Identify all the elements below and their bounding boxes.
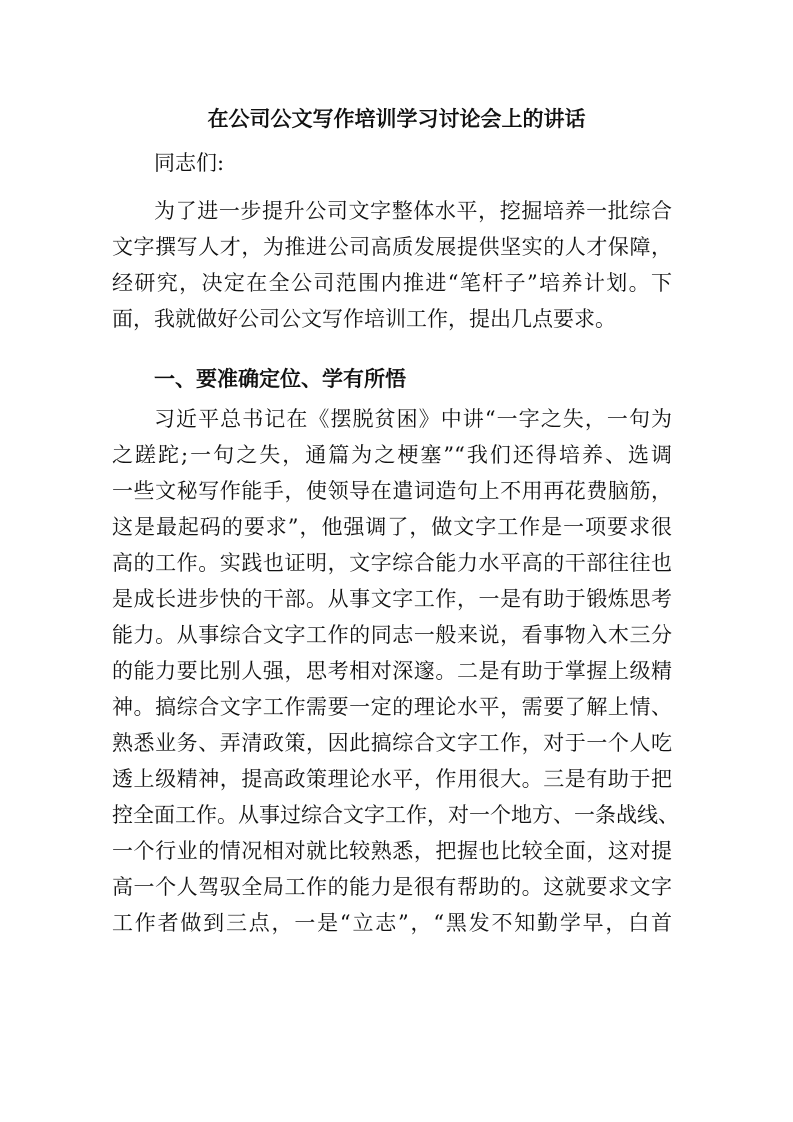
- document-title: 在公司公文写作培训学习讨论会上的讲话: [207, 106, 586, 131]
- paragraph-line: 面，我就做好公司公文写作培训工作，提出几点要求。: [112, 307, 616, 331]
- paragraph-line: 习近平总书记在《摆脱贫困》中讲“一字之失，一句为: [154, 407, 672, 431]
- paragraph-line: 神。搞综合文字工作需要一定的理论水平，需要了解上情、: [112, 695, 672, 719]
- paragraph-line: 熟悉业务、弄清政策，因此搞综合文字工作，对于一个人吃: [112, 731, 672, 755]
- paragraph-line: 一些文秘写作能手，使领导在遣词造句上不用再花费脑筋，: [112, 479, 672, 503]
- salutation: 同志们:: [154, 151, 225, 175]
- paragraph-line: 一个行业的情况相对就比较熟悉，把握也比较全面，这对提: [112, 839, 672, 863]
- paragraph-line: 的能力要比别人强，思考相对深邃。二是有助于掌握上级精: [112, 659, 672, 683]
- paragraph-line: 经研究，决定在全公司范围内推进“笔杆子”培养计划。下: [112, 271, 672, 295]
- paragraph-line: 为了进一步提升公司文字整体水平，挖掘培养一批综合: [154, 199, 672, 223]
- paragraph-line: 工作者做到三点，一是“立志”，“黑发不知勤学早，白首: [112, 911, 672, 935]
- paragraph-line: 是成长进步快的干部。从事文字工作，一是有助于锻炼思考: [112, 587, 672, 611]
- paragraph-line: 透上级精神，提高政策理论水平，作用很大。三是有助于把: [112, 767, 672, 791]
- paragraph-line: 高的工作。实践也证明，文字综合能力水平高的干部往往也: [112, 551, 672, 575]
- section-heading: 一、要准确定位、学有所悟: [154, 366, 406, 391]
- paragraph-line: 高一个人驾驭全局工作的能力是很有帮助的。这就要求文字: [112, 875, 672, 899]
- paragraph-line: 之蹉跎;一句之失，通篇为之梗塞”“我们还得培养、选调: [112, 443, 672, 467]
- paragraph-line: 能力。从事综合文字工作的同志一般来说，看事物入木三分: [112, 623, 672, 647]
- paragraph-line: 这是最起码的要求”，他强调了，做文字工作是一项要求很: [112, 515, 672, 539]
- paragraph-line: 控全面工作。从事过综合文字工作，对一个地方、一条战线、: [112, 803, 679, 827]
- paragraph-line: 文字撰写人才，为推进公司高质发展提供坚实的人才保障，: [112, 235, 672, 259]
